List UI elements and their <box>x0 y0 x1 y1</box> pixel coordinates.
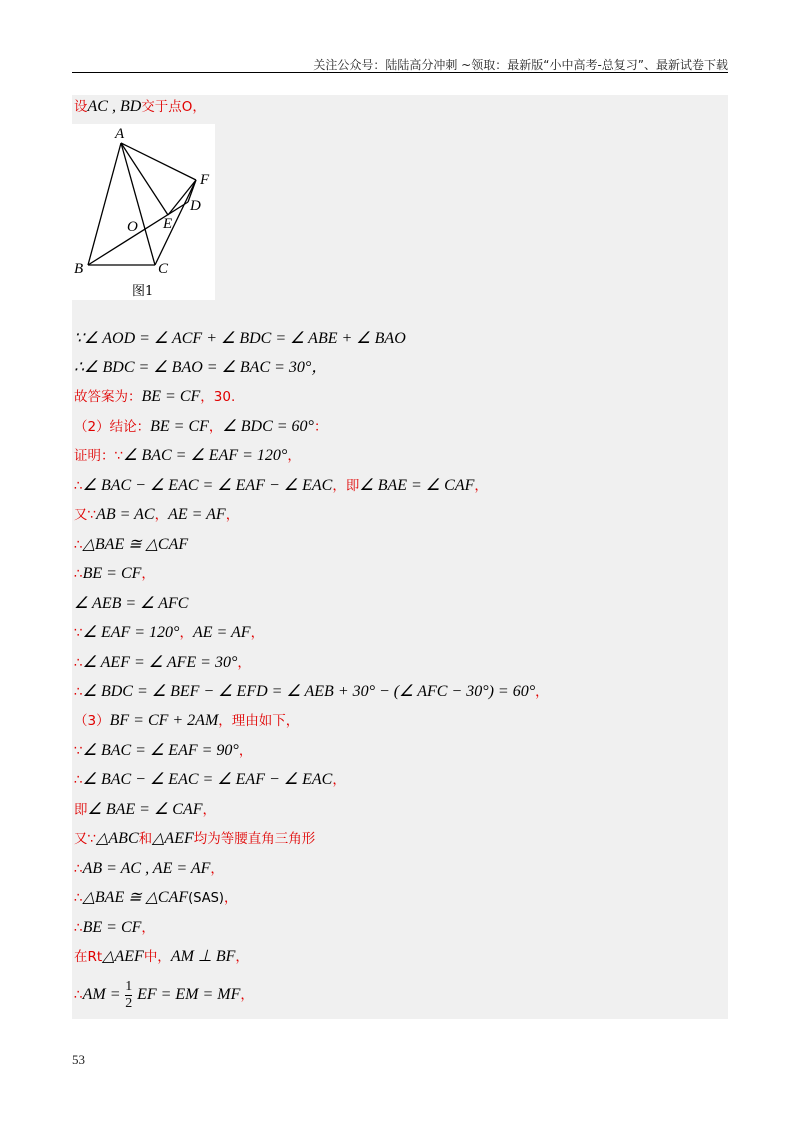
line-math: ∠ BAE = ∠ CAF <box>87 801 203 818</box>
line-text: ， <box>223 890 238 906</box>
line-math: BE = CF <box>141 388 201 405</box>
line-text: ， <box>154 507 169 523</box>
line-math: EF = EM = MF <box>137 986 241 1003</box>
line-text: ， <box>240 987 254 1003</box>
line-math: AB = AC , AE = AF <box>82 860 211 877</box>
line-text: 设 <box>74 99 88 115</box>
figure-caption: 图1 <box>132 284 154 299</box>
line-math: ∠ BAC = ∠ EAF = 120° <box>123 447 288 464</box>
line-text: ∴ <box>74 655 83 671</box>
solution-line <box>74 533 188 555</box>
solution-line <box>74 886 237 908</box>
line-text: 在Rt <box>74 949 103 965</box>
fraction <box>125 980 132 1011</box>
line-text: ∴ <box>74 566 83 582</box>
line-text: 中， <box>143 949 171 965</box>
label-D: D <box>190 198 201 214</box>
line-math: ∠ BAC = ∠ EAF = 90° <box>82 742 239 759</box>
line-math: AE = AF <box>168 506 226 523</box>
line-math: ∠ BDC = ∠ BEF − ∠ EFD = ∠ AEB + 30° − (∠ AFC − 30°) = 60° <box>82 683 536 700</box>
line-text: ， <box>474 478 488 494</box>
label-O: O <box>127 219 138 235</box>
solution-line <box>74 356 327 378</box>
solution-line <box>74 768 346 790</box>
line-math: ∠ BAE = ∠ CAF <box>359 477 475 494</box>
line-math: BE = CF <box>82 919 142 936</box>
line-text: ， <box>225 507 240 523</box>
line-text: ， <box>235 949 249 965</box>
solution-line <box>74 857 224 879</box>
line-text: ∴ <box>74 890 83 906</box>
line-text: 证明：∵ <box>74 448 124 464</box>
line-text: ∵ <box>74 625 83 641</box>
solution-line <box>74 444 301 466</box>
line-math: ∠ BAC − ∠ EAC = ∠ EAF − ∠ EAC <box>82 477 333 494</box>
page-number: 53 <box>72 1052 85 1067</box>
line-math: ∠ EAF = 120° <box>82 624 180 641</box>
line-text: ，30. <box>200 389 236 405</box>
line-text: ： <box>313 419 328 435</box>
line-text: 均为等腰直角三角形 <box>193 831 316 847</box>
line-text: ， <box>208 419 223 435</box>
line-text: ∴ <box>74 537 83 553</box>
header-rule <box>72 72 728 73</box>
line-text: ∴ <box>74 987 83 1003</box>
label-C: C <box>158 261 169 277</box>
line-text: 故答案为： <box>74 389 142 405</box>
solution-line <box>74 680 549 702</box>
solution-line <box>74 562 155 584</box>
line-math: ∠ BDC = 60° <box>222 418 314 435</box>
solution-line <box>74 415 327 437</box>
line-text: 又∵ <box>74 831 97 847</box>
line-text: 和 <box>138 831 153 847</box>
label-E: E <box>163 216 173 232</box>
line-text: ， <box>237 655 251 671</box>
label-F: F <box>200 172 210 188</box>
solution-line <box>74 975 254 1013</box>
solution-line <box>74 798 216 820</box>
line-math: △BAE ≅ △CAF <box>82 889 189 906</box>
line-math: AB = AC <box>96 506 155 523</box>
line-text: ， <box>332 772 346 788</box>
line-math: AE = AF <box>192 624 251 641</box>
solution-line <box>74 827 315 849</box>
line-math: BE = CF <box>150 418 209 435</box>
line-text: ∴ <box>74 920 83 936</box>
line-text: ， <box>179 625 193 641</box>
line-math: △AEF <box>102 948 144 965</box>
solution-steps <box>72 95 728 1019</box>
line-text: ∴ <box>74 478 83 494</box>
line-text: 交于点O， <box>141 99 206 115</box>
label-A: A <box>115 126 125 142</box>
line-math: AC , BD <box>87 98 142 115</box>
line-text: ∴ <box>74 684 83 700</box>
line-text: ， <box>250 625 265 641</box>
line-math: ∴∠ BDC = ∠ BAO = ∠ BAC = 30°， <box>74 359 328 376</box>
line-math: ∠ BAC − ∠ EAC = ∠ EAF − ∠ EAC <box>82 771 333 788</box>
line-text: ， <box>141 566 155 582</box>
label-B: B <box>74 261 84 277</box>
line-text: ， <box>535 684 549 700</box>
line-math: BE = CF <box>82 565 142 582</box>
page-header: 关注公众号：陆陆高分冲刺 ~领取：最新版“小中高考-总复习”、最新试卷下载 <box>313 58 728 72</box>
solution-line <box>74 621 264 643</box>
line-text: （2）结论： <box>74 419 151 435</box>
line-text: ， <box>210 861 224 877</box>
fraction-numerator: 1 <box>125 978 133 994</box>
line-math: ∵∠ AOD = ∠ ACF + ∠ BDC = ∠ ABE + ∠ BAO <box>74 330 406 347</box>
line-text: ， <box>287 448 301 464</box>
solution-line <box>74 709 299 731</box>
solution-line <box>74 327 406 349</box>
line-text: ∴ <box>74 772 83 788</box>
line-text: ∵ <box>74 743 83 759</box>
line-text: ， <box>238 743 253 759</box>
line-math: BF = CF + 2AM <box>109 712 219 729</box>
line-math: ∠ AEB = ∠ AFC <box>74 595 189 612</box>
line-math: △BAE ≅ △CAF <box>82 536 189 553</box>
solution-line <box>74 651 251 673</box>
line-text: ，理由如下， <box>218 713 300 729</box>
line-text: ， <box>141 920 155 936</box>
line-math: △ABC <box>96 830 139 847</box>
line-text: ， <box>202 802 217 818</box>
solution-line <box>74 945 249 967</box>
fraction-denominator: 2 <box>125 995 133 1011</box>
line-math: AM = <box>82 986 121 1003</box>
solution-line <box>74 916 155 938</box>
line-text: ∴ <box>74 861 83 877</box>
solution-line <box>74 592 188 614</box>
line-math: △AEF <box>152 830 194 847</box>
line-text: 又∵ <box>74 507 97 523</box>
solution-line <box>74 503 239 525</box>
solution-line <box>74 739 252 761</box>
line-math: ∠ AEF = ∠ AFE = 30° <box>82 654 238 671</box>
line-math-suffix: (SAS) <box>188 891 224 906</box>
line-text: 即 <box>74 802 88 818</box>
line-math: AM ⊥ BF <box>170 948 236 965</box>
solution-line <box>74 385 235 407</box>
line-text: ，即 <box>332 478 360 494</box>
solution-line <box>74 474 488 496</box>
line-text: （3） <box>74 713 110 729</box>
